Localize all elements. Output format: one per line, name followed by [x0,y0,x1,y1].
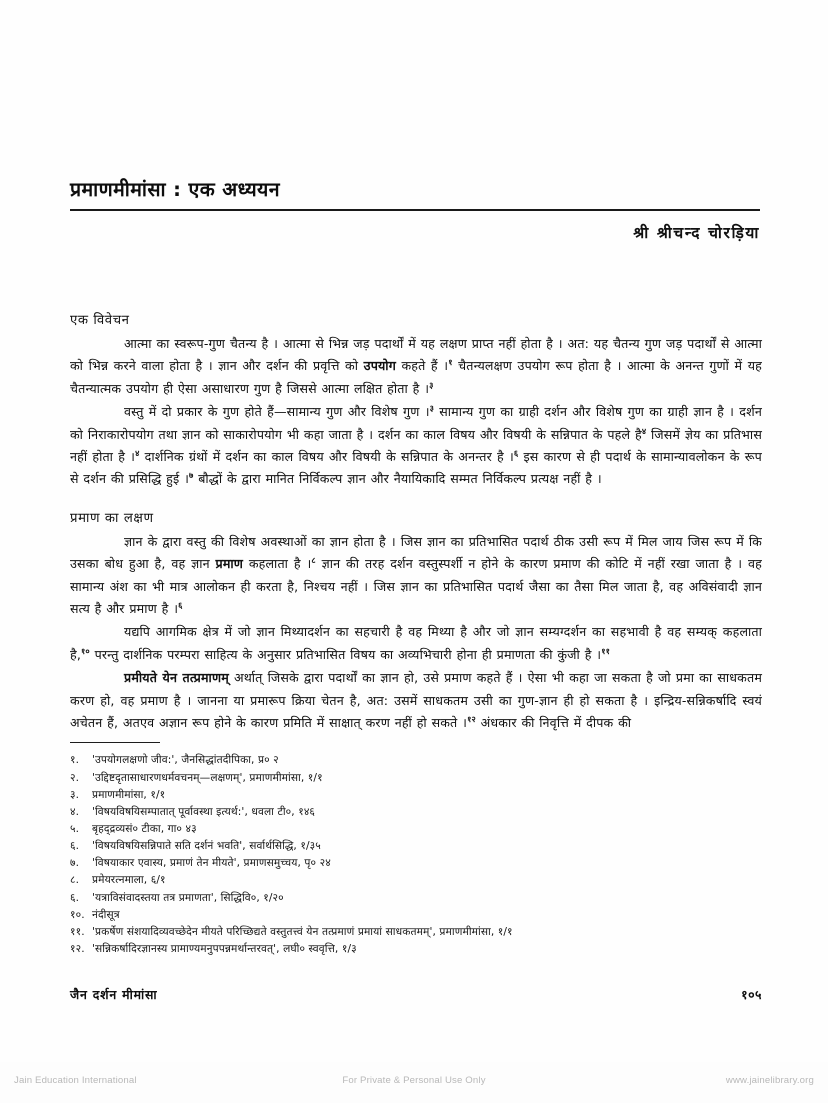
paragraph-4-text: यद्यपि आगमिक क्षेत्र में जो ज्ञान मिथ्यादर्शन का सहचारी है वह मिथ्या है और जो ज्ञान सम्यग्दर्शन का सहभावी है वह सम्यक् कहलाता है, [70,624,762,662]
paragraph-2-text7: बौद्धों के द्वारा मानित निर्विकल्प ज्ञान और नैयायिकादि सम्मत निर्विकल्प प्रत्यक्ष नहीं है । [193,471,602,487]
footnote-ref: १२ [467,713,476,724]
paragraph-1-text: आत्मा का स्वरूप-गुण चैतन्य है । आत्मा से भिन्न जड़ पदार्थों में यह लक्षण प्राप्त नहीं होता है । अत: यह चैतन्य गुण जड़ पदार्थों से आत्मा को भिन्न करने वाला होता है । ज्ञान और दर्शन की प्रवृत्ति को [70,336,762,374]
footnote-ref: ४ [641,425,647,436]
footnote-item [70,787,770,804]
paragraph-4-text3: परन्तु दार्शनिक परम्परा साहित्य के अनुसार प्रतिभासित विषय का अव्यभिचारी होना ही प्रमाणता की कुंजी है । [89,646,602,662]
footnote-ref: ४ [135,447,140,458]
footnote-number: ४. [70,805,80,818]
paragraph-3-text3: ज्ञान की तरह दर्शन वस्तुस्पर्शी न होने के कारण प्रमाण की कोटि में नहीं रखा जाता है । वह सामान्य अंश का भी मात्र आलोकन ही करता है, निश्चय नहीं । जिस ज्ञान का प्रतिभासित पदार्थ जैसा का तैसा मिल जाता है, वह अविसंवादी ज्ञान सत्य है और प्रमाण है । [70,556,763,617]
paragraph-5-bold-lead: प्रमीयते येन तत्प्रमाणम् [124,670,229,686]
section-heading-2: प्रमाण का लक्षण [70,510,154,526]
footnote-ref: ६ [513,447,519,458]
footnote-number: ७. [70,857,80,870]
paragraph-2-text6: इस कारण से ही पदार्थ के सामान्यावलोकन के रूप से दर्शन की प्रसिद्धि हुई । [70,449,762,487]
footnote-number: १०. [70,908,85,921]
footnote-item [70,907,770,924]
footnote-item [70,855,770,872]
footnote-item [70,770,770,787]
paragraph-4 [70,621,762,666]
footnote-number: ५. [70,823,80,836]
paragraph-1-text2: कहते हैं । [395,358,449,374]
footnote-ref: ६ [178,599,183,610]
footnote-text: 'उद्दिष्टदृतासाधारणधर्मवचनम्—लक्षणम्', प्रमाणमीमांसा, १/१ [92,771,323,784]
footnote-text: 'सन्निकर्षादिरज्ञानस्य प्रामाण्यमनुपपन्नमर्थान्तरवत्', लघी० स्ववृत्ति, १/३ [92,943,357,956]
paragraph-1-bold-term: उपयोग [363,358,396,374]
title-block [70,178,760,243]
page-title: प्रमाणमीमांसा : एक अध्ययन [70,178,280,201]
footnote-ref: ३ [429,379,434,390]
footnote-item [70,838,770,855]
footnote-item [70,941,770,958]
footnote-ref: ११ [601,645,611,656]
footnote-number: ११. [70,925,85,938]
footnote-text: 'विषयविषयिसम्पातात् पूर्वावस्था इत्यर्थ:', धवला टी०, १४६ [92,805,316,818]
paragraph-2-text5: दार्शनिक ग्रंथों में दर्शन का काल विषय और विषयी के सन्निपात के अनन्तर है । [139,449,514,465]
paragraph-3-text2: कहलाता है । [243,556,312,572]
scan-org-label: Jain Education International [14,1075,137,1086]
footnote-number: २. [70,771,80,784]
page-number: १०५ [741,987,762,1002]
paragraph-1 [70,333,762,400]
footnote-text: 'यत्राविसंवादस्तया तत्र प्रमाणता', सिद्धिवि०, १/२० [92,891,284,904]
paragraph-3-bold-term: प्रमाण [215,556,244,572]
footnote-item [70,752,770,769]
footnote-ref: ८ [311,555,316,566]
section-heading-1: एक विवेचन [70,313,130,328]
footnote-ref: १० [81,645,90,656]
footnote-number: ६. [70,840,80,853]
footnote-divider [70,742,160,743]
scan-website-link[interactable]: www.jainelibrary.org [725,1075,814,1086]
paragraph-5-text: अर्थात् जिसके द्वारा पदार्थों का ज्ञान हो, उसे प्रमाण कहते हैं । ऐसा भी कहा जा सकता है जो प्रमा का साधकतम करण हो, वह प्रमाण है । जानना या प्रमारूप क्रिया चेतन है, अत: उसमें साधकतम उसी का गुण-ज्ञान ही हो सकता है । इन्द्रिय-सन्निकर्षादि स्वयं अचेतन हैं, अतएव अज्ञान रूप होने के कारण प्रमिति में साक्षात् करण नहीं हो सकते । [70,670,762,731]
footnote-item [70,890,770,907]
page-footer [70,986,762,1003]
paragraph-2-text3: सामान्य गुण का ग्राही दर्शन और विशेष गुण का ग्राही ज्ञान है । दर्शन को निराकारोपयोग तथा ज्ञान को साकारोपयोग भी कहा जाता है । दर्शन का काल विषय और विषयी के सन्निपात के पहले है [70,404,762,442]
footnote-text: प्रमेयरत्नमाला, ६/१ [92,874,166,887]
footer-book-title: जैन दर्शन मीमांसा [70,987,158,1002]
paragraph-2 [70,401,762,491]
footnote-text: 'प्रकर्षेण संशयादिव्यवच्छेदेन मीयते परिच्छिद्यते वस्तुतत्त्वं येन तत्प्रमाणं प्रमायां साधकतमम्', प्रमाणमीमांसा, १/१ [92,925,513,938]
footnote-text: 'विषयाकार एवास्य, प्रमाणं तेन मीयते', प्रमाणसमुच्चय, पृ० २४ [92,857,331,870]
footnote-text: 'उपयोगलक्षणो जीव:', जैनसिद्धांतदीपिका, प्र० २ [92,754,279,767]
footnote-number: १२. [70,943,85,956]
paragraph-3 [70,531,762,621]
footnote-item [70,924,770,941]
paragraph-2-text: वस्तु में दो प्रकार के गुण होते हैं—सामान्य गुण और विशेष गुण । [124,404,430,420]
paragraph-5 [70,667,762,734]
scan-watermark-bar [0,1062,828,1103]
scan-watermark-inner [14,1075,814,1086]
author-byline: श्री श्रीचन्द चोरड़िया [633,223,760,242]
scan-usage-label: For Private & Personal Use Only [342,1075,486,1086]
body-content [70,310,762,736]
paragraph-1-text3: चैतन्यलक्षण उपयोग रूप होता है । आत्मा के अनन्त गुणों में यह चैतन्यात्मक उपयोग ही ऐसा असाधारण गुण है जिससे आत्मा लक्षित होता है । [70,358,762,396]
footnote-number: ६. [70,891,80,904]
paragraph-3-text: ज्ञान के द्वारा वस्तु की विशेष अवस्थाओं का ज्ञान होता है । जिस ज्ञान का प्रतिभासित पदार्थ ठीक उसी रूप में मिल जाय जिस रूप में कि उसका बोध हुआ है, वह ज्ञान [70,533,762,572]
footnote-ref: १ [448,357,453,368]
footnote-list [70,752,770,958]
footnote-text: 'विषयविषयिसन्निपाते सति दर्शनं भवति', सर्वार्थसिद्धि, १/३५ [92,840,321,853]
footnote-item [70,804,770,821]
paragraph-5-text7: अंधकार की निवृत्ति में दीपक की [475,715,632,731]
footnote-number: ८. [70,874,80,887]
footnote-text: नंदीसूत्र [92,908,120,921]
footnote-ref: ३ [429,403,435,414]
footnote-item [70,872,770,889]
footnote-number: १. [70,754,80,767]
title-divider [70,209,760,211]
footnote-area [70,742,770,958]
paragraph-2-text4: जिसमें ज्ञेय का प्रतिभास नहीं होता है । [70,426,762,465]
footnote-text: बृहद्द्रव्यसं० टीका, गा० ४३ [92,823,197,836]
footnote-number: ३. [70,788,80,801]
footnote-item [70,821,770,838]
footnote-ref: ७ [189,470,194,481]
footnote-text: प्रमाणमीमांसा, १/१ [92,788,166,801]
